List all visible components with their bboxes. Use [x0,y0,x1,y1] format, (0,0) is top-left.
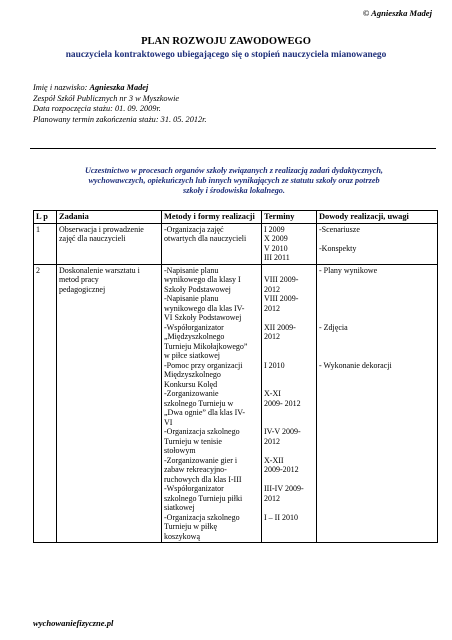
cell-line [319,275,435,285]
cell-line [264,266,314,276]
cell-line [264,351,314,361]
cell-line: -Napisanie planu [164,265,219,275]
header-methods: Metody i formy realizacji [162,211,262,224]
cell-line: -Zorganizowanie gier i [164,455,238,465]
cell-line: I 2010 [264,360,285,370]
name-value: Agnieszka Madej [89,83,149,92]
cell-line: stołowym [164,446,196,455]
row2-methods [162,264,262,543]
cell-line: Obserwacja i prowadzenie [59,224,144,234]
document-title: PLAN ROZWOJU ZAWODOWEGO [141,36,311,47]
cell-line: 2012 [264,332,280,341]
cell-line [319,313,435,323]
cell-line: „Międzyszkolnego [164,332,225,341]
cell-line: -Współorganizator [164,322,224,332]
row1-methods [162,223,262,264]
cell-line: Doskonalenie warsztatu i [59,265,140,275]
plan-table [33,210,438,543]
cell-line: VI [164,417,173,427]
end-date-line: Planowany termin zakończenia stażu: 31. 05. 2012r. [33,114,207,124]
name-label: Imię i nazwisko: [33,83,90,92]
cell-line: -Organizacja szkolnego [164,512,240,522]
cell-line: Turnieju w tenisie [164,436,222,446]
intro-line: wychowawczych, opiekuńczych lub innych wynikających ze statutu szkoły oraz potrzeb [88,176,380,186]
cell-line: V 2010 [264,243,288,253]
cell-line [264,370,314,380]
cell-line [264,446,314,456]
cell-line: pedagogicznej [59,284,106,294]
row2-evidence [317,264,438,543]
table-header-row [34,211,438,224]
cell-line [264,522,314,532]
cell-line [264,408,314,418]
cell-line: - Wykonanie dekoracji [319,360,392,370]
cell-line [319,332,435,342]
cell-line: - Zdjęcia [319,322,348,332]
cell-line [264,380,314,390]
cell-line: III-IV 2009- [264,484,304,493]
row1-task [57,223,162,264]
cell-line: 2012 [264,493,280,503]
copyright-note: © Agnieszka Madej [362,8,432,18]
cell-line [319,351,435,361]
cell-line: Konkursu Kolęd [164,379,218,389]
cell-line: 2009- 2012 [264,398,301,408]
cell-line: I 2009 [264,224,285,234]
cell-line: -Pomoc przy organizacji [164,360,243,370]
school-line: Zespół Szkół Publicznych nr 3 w Myszkowie [33,93,180,103]
cell-line: 2012 [264,284,280,294]
table-row [34,223,438,264]
cell-line: VIII 2009- [264,294,299,303]
cell-line: - Plany wynikowe [319,265,378,275]
horizontal-rule [30,148,436,149]
start-date-line: Data rozpoczęcia stażu: 01. 09. 2009r. [33,104,161,114]
cell-line [264,503,314,513]
cell-line: X-XII [264,455,284,465]
cell-line: szkolnego Turnieju w [164,398,234,408]
cell-line [264,313,314,323]
cell-line: VIII 2009- [264,275,299,284]
cell-line [264,342,314,352]
cell-line: metod pracy [59,275,99,284]
cell-line: wynikowego dla klasy I [164,275,241,284]
cell-line [319,234,435,244]
cell-line: XII 2009- [264,322,296,332]
cell-line: Szkoły Podstawowej [164,284,231,294]
row2-lp: 2 [34,264,57,543]
cell-line: -Organizacja szkolnego [164,427,240,436]
cell-line: 2009-2012 [264,465,299,474]
cell-line [319,342,435,352]
cell-line [264,418,314,428]
intro-line: szkoły i środowiska lokalnego. [183,186,285,196]
cell-line: -Zorganizowanie [164,389,219,398]
cell-line: szkolnego Turnieju piłki [164,493,243,503]
row1-terms [262,223,317,264]
cell-line: 2012 [264,436,280,446]
cell-line: III 2011 [264,253,290,262]
cell-line: IV-V 2009- [264,427,301,436]
cell-line [319,304,435,314]
cell-line: koszykową [164,531,200,541]
cell-line [264,532,314,542]
cell-line: -Scenariusze [319,224,360,234]
cell-line [264,475,314,485]
intro-paragraph [44,166,424,197]
cell-line: w piłce siatkowej [164,351,220,360]
cell-line: -Napisanie planu [164,294,219,303]
cell-line: 2012 [264,303,280,313]
cell-line: X-XI [264,389,281,398]
cell-line: otwartych dla nauczycieli [164,234,247,243]
header-lp: L p [34,211,57,224]
row1-lp: 1 [34,223,57,264]
cell-line: -Współorganizator [164,484,224,493]
document-subtitle: nauczyciela kontraktowego ubiegającego się o stopień nauczyciela mianowanego [65,50,387,60]
row2-terms [262,264,317,543]
cell-line: ruchowych dla klas I-III [164,474,242,484]
header-evidence: Dowody realizacji, uwagi [317,211,438,224]
cell-line: -Konspekty [319,243,357,253]
cell-line [319,285,435,295]
cell-line: I – II 2010 [264,512,298,522]
cell-line: Międzyszkolnego [164,370,221,379]
header-terms: Terminy [262,211,317,224]
cell-line: VI Szkoły Podstawowej [164,313,242,322]
intro-line: Uczestnictwo w procesach organów szkoły związanych z realizacją zadań dydaktycznych, [85,166,383,175]
footer-site: wychowaniefizyczne.pl [33,618,114,628]
cell-line: wynikowego dla klas IV- [164,303,245,313]
cell-line: Turnieju w piłkę [164,522,218,531]
header-tasks: Zadania [57,211,162,224]
row2-task [57,264,162,543]
row1-evidence [317,223,438,264]
cell-line: X 2009 [264,234,288,243]
cell-line: -Organizacja zajęć [164,224,224,234]
teacher-info [33,83,207,125]
cell-line: siatkowej [164,503,195,512]
name-line [33,83,207,94]
cell-line: Turnieju Mikołajkowego” [164,341,248,351]
cell-line: „Dwa ognie” dla klas IV- [164,408,246,417]
cell-line [319,294,435,304]
table-row [34,264,438,543]
cell-line: zajęć dla nauczycieli [59,234,126,243]
cell-line: zabaw rekreacyjno- [164,465,227,474]
